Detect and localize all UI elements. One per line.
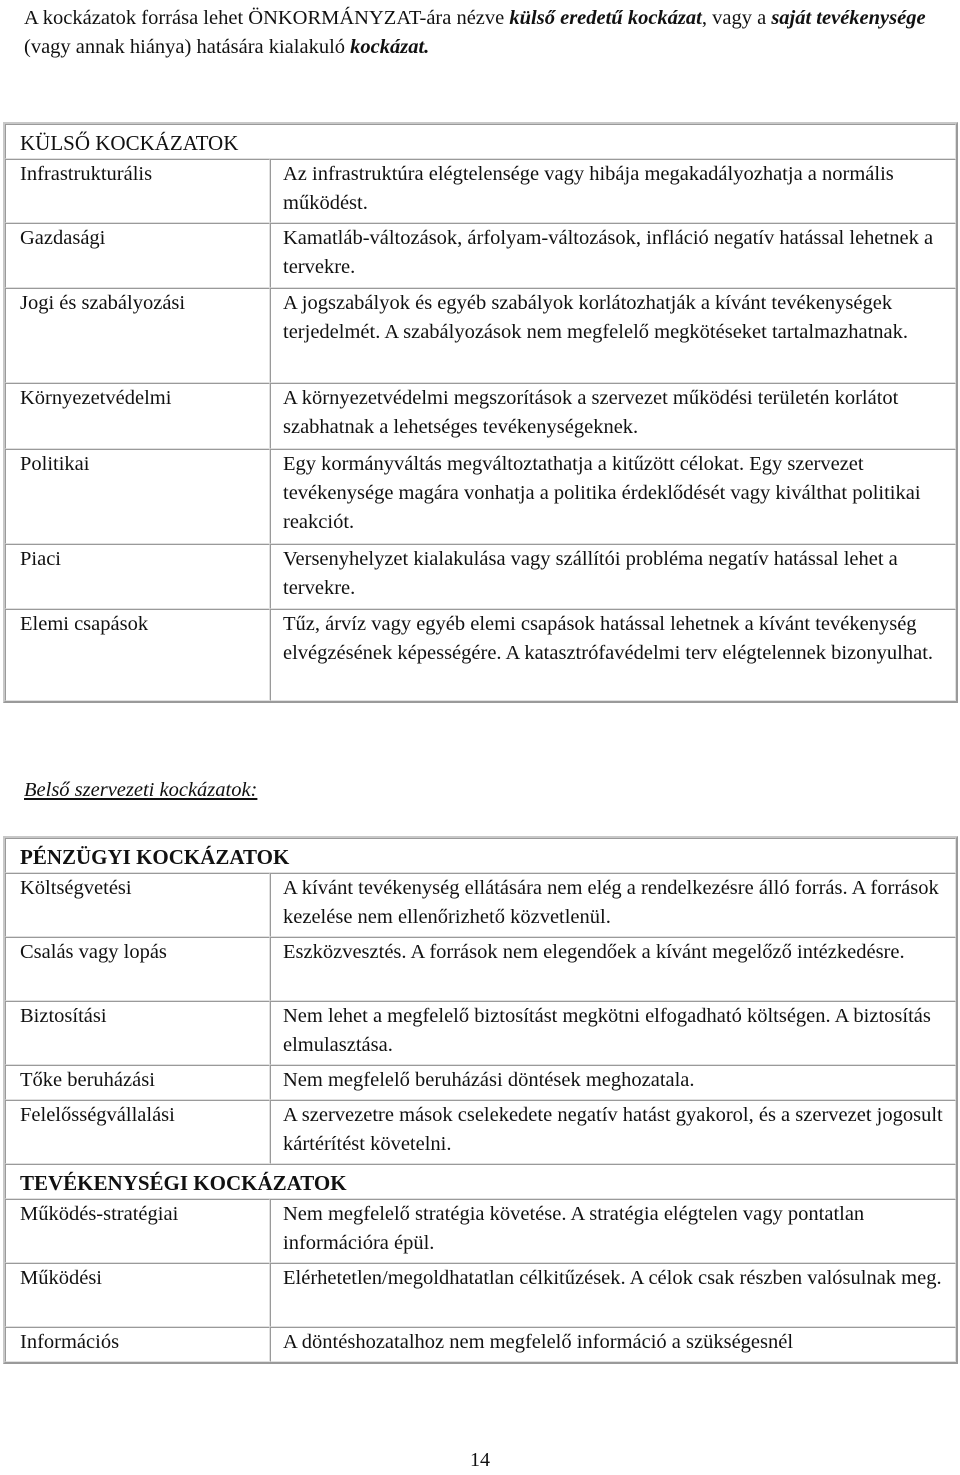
internal-risks-table	[3, 836, 958, 1364]
table-row	[5, 1065, 956, 1100]
risk-category: Politikai	[5, 449, 270, 544]
risk-category: Működési	[5, 1263, 270, 1327]
table-row	[5, 1001, 956, 1065]
table-row	[5, 449, 956, 544]
risk-description: Egy kormányváltás megváltoztathatja a kitűzött célokat. Egy szervezet tevékenysége magára vonhatja a politika érdeklődését vagy kiválthat politikai reakciót.	[270, 449, 956, 544]
external-risks-heading: KÜLSŐ KOCKÁZATOK	[5, 124, 956, 159]
risk-category: Tőke beruházási	[5, 1065, 270, 1100]
intro-emphasis-own-activity: saját tevékenysége	[771, 7, 926, 29]
table-row	[5, 609, 956, 701]
table-row	[5, 223, 956, 288]
risk-category: Költségvetési	[5, 873, 270, 937]
risk-category: Információs	[5, 1327, 270, 1362]
risk-category: Felelősségvállalási	[5, 1100, 270, 1164]
intro-text-2: , vagy a	[701, 7, 772, 29]
table-heading-row	[5, 1164, 956, 1199]
risk-description: Nem lehet a megfelelő biztosítást megkötni elfogadható költségen. A biztosítás elmulasztása.	[270, 1001, 956, 1065]
risk-category: Működés-stratégiai	[5, 1199, 270, 1263]
financial-risks-heading: PÉNZÜGYI KOCKÁZATOK	[5, 838, 956, 873]
page-number: 14	[470, 1449, 490, 1471]
risk-description: Kamatláb-változások, árfolyam-változások, infláció negatív hatással lehetnek a tervekre.	[270, 223, 956, 288]
table-row	[5, 873, 956, 937]
table-row	[5, 1263, 956, 1327]
operational-risks-heading: TEVÉKENYSÉGI KOCKÁZATOK	[5, 1164, 956, 1199]
risk-category: Környezetvédelmi	[5, 383, 270, 449]
table-row	[5, 544, 956, 609]
external-risks-table	[3, 122, 958, 703]
intro-emphasis-external: külső eredetű kockázat	[509, 7, 702, 29]
internal-risks-title: Belső szervezeti kockázatok:	[24, 779, 258, 801]
risk-category: Piaci	[5, 544, 270, 609]
table-row	[5, 383, 956, 449]
risk-description: Elérhetetlen/megoldhatatlan célkitűzések. A célok csak részben valósulnak meg.	[270, 1263, 956, 1327]
risk-description: A környezetvédelmi megszorítások a szervezet működési területén korlátot szabhatnak a lehetséges tevékenységeknek.	[270, 383, 956, 449]
risk-category: Gazdasági	[5, 223, 270, 288]
table-heading-row	[5, 838, 956, 873]
table-row	[5, 937, 956, 1001]
table-row	[5, 288, 956, 383]
risk-description: A szervezetre mások cselekedete negatív hatást gyakorol, és a szervezet jogosult kártérítést követelni.	[270, 1100, 956, 1164]
intro-text-1: A kockázatok forrása lehet ÖNKORMÁNYZAT-ára nézve	[24, 7, 510, 29]
risk-description: Nem megfelelő beruházási döntések meghozatala.	[270, 1065, 956, 1100]
risk-category: Jogi és szabályozási	[5, 288, 270, 383]
risk-description: Versenyhelyzet kialakulása vagy szállítói probléma negatív hatással lehet a tervekre.	[270, 544, 956, 609]
risk-description: A kívánt tevékenység ellátására nem elég a rendelkezésre álló forrás. A források kezelése nem ellenőrizhető közvetlenül.	[270, 873, 956, 937]
intro-emphasis-risk: kockázat.	[350, 36, 430, 58]
risk-description: Eszközvesztés. A források nem elegendőek a kívánt megelőző intézkedésre.	[270, 937, 956, 1001]
risk-category: Elemi csapások	[5, 609, 270, 701]
table-heading-row	[5, 124, 956, 159]
risk-category: Infrastrukturális	[5, 159, 270, 223]
risk-description: Nem megfelelő stratégia követése. A stratégia elégtelen vagy pontatlan információra épül.	[270, 1199, 956, 1263]
intro-paragraph	[24, 4, 944, 62]
risk-description: A döntéshozatalhoz nem megfelelő információ a szükségesnél	[270, 1327, 956, 1362]
table-row	[5, 1327, 956, 1362]
intro-text-3: (vagy annak hiánya) hatására kialakuló	[24, 36, 351, 58]
risk-description: A jogszabályok és egyéb szabályok korlátozhatják a kívánt tevékenységek terjedelmét. A szabályozások nem megfelelő megkötéseket tartalmazhatnak.	[270, 288, 956, 383]
table-row	[5, 159, 956, 223]
risk-category: Biztosítási	[5, 1001, 270, 1065]
risk-category: Csalás vagy lopás	[5, 937, 270, 1001]
risk-description: Az infrastruktúra elégtelensége vagy hibája megakadályozhatja a normális működést.	[270, 159, 956, 223]
risk-description: Tűz, árvíz vagy egyéb elemi csapások hatással lehetnek a kívánt tevékenység elvégzésének képességére. A katasztrófavédelmi terv elégtelennek bizonyulhat.	[270, 609, 956, 701]
table-row	[5, 1100, 956, 1164]
table-row	[5, 1199, 956, 1263]
